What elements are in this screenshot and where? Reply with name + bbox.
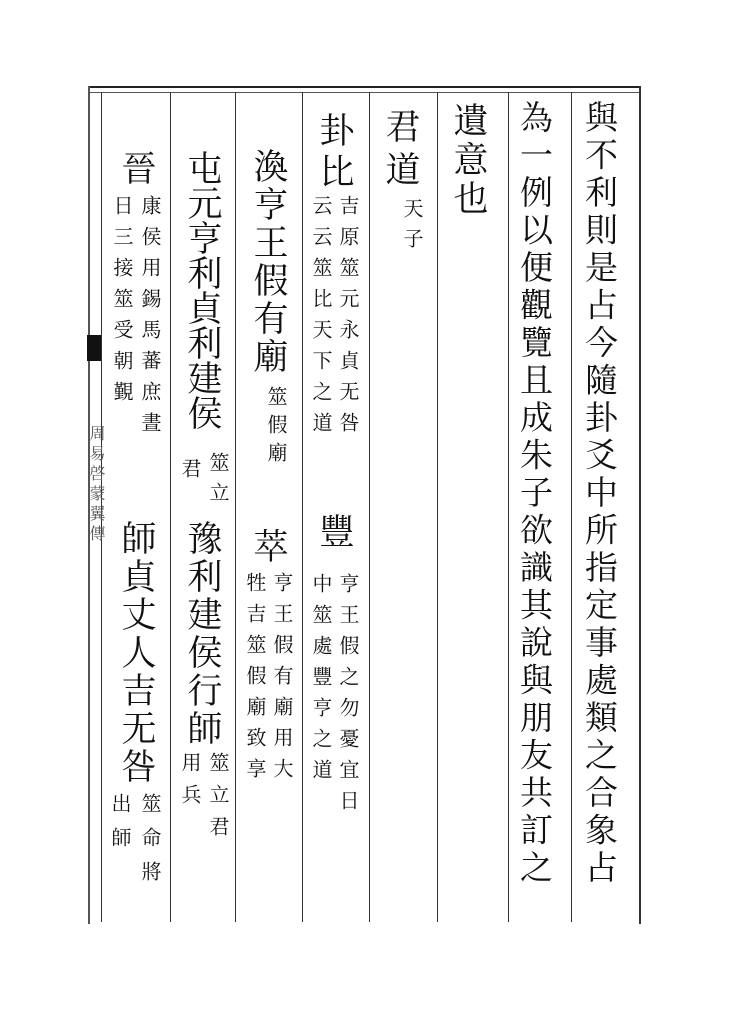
column-rule: [571, 92, 572, 922]
text-column: 遺意也: [448, 102, 488, 219]
annotation-small: 筮立君: [206, 752, 230, 848]
column-rule: [170, 92, 171, 922]
frame-top-border: [88, 86, 641, 88]
column-rule: [437, 92, 438, 922]
annotation-small: 出師: [108, 793, 132, 861]
column-rule: [235, 92, 236, 922]
column-rule: [369, 92, 370, 922]
hexagram-line: 渙亨王假有廟: [248, 148, 288, 376]
commentary-right: 亨王假有廟用大: [270, 572, 294, 789]
margin-tab-mark: [87, 335, 101, 361]
commentary-left: 日三接筮受朝覲: [110, 195, 134, 412]
frame-right-border: [639, 86, 641, 924]
commentary-left: 牲吉筮假廟致享: [243, 572, 267, 789]
annotation-small: 筮假廟: [264, 386, 288, 470]
annotation-small: 君: [178, 458, 202, 488]
commentary-left: 中筮處豐亨之道: [309, 573, 333, 790]
annotation-small: 用兵: [178, 752, 202, 816]
hexagram-name: 卦比: [314, 112, 354, 194]
annotation-small: 筮命將: [138, 793, 162, 895]
heading-column: 君道: [380, 108, 420, 194]
annotation-small: 天子: [400, 198, 424, 258]
hexagram-name: 豐: [314, 513, 354, 552]
hexagram-line: 屯元亨利貞利建侯: [182, 150, 222, 430]
text-column: 與不利則是占今隨卦爻中所指定事處類之合象占: [580, 100, 619, 888]
margin-title: 周易啓蒙翼傳: [87, 425, 106, 545]
commentary-right: 康侯用錫馬蕃庶晝: [138, 195, 162, 443]
commentary-right: 吉原筮元永貞无咎: [336, 195, 360, 443]
hexagram-line: 師貞丈人吉无咎: [116, 520, 156, 786]
hexagram-line: 豫利建侯行師: [182, 520, 222, 748]
commentary-right: 亨王假之勿憂宜日: [336, 573, 360, 821]
hexagram-name: 晉: [116, 150, 156, 189]
column-rule: [302, 92, 303, 922]
column-rule: [508, 92, 509, 922]
text-column: 為一例以便觀覽且成朱子欲識其說與朋友共訂之: [515, 100, 554, 888]
commentary-left: 云云筮比天下之道: [309, 195, 333, 443]
annotation-small: 筮立: [206, 452, 230, 512]
hexagram-name: 萃: [248, 528, 288, 567]
